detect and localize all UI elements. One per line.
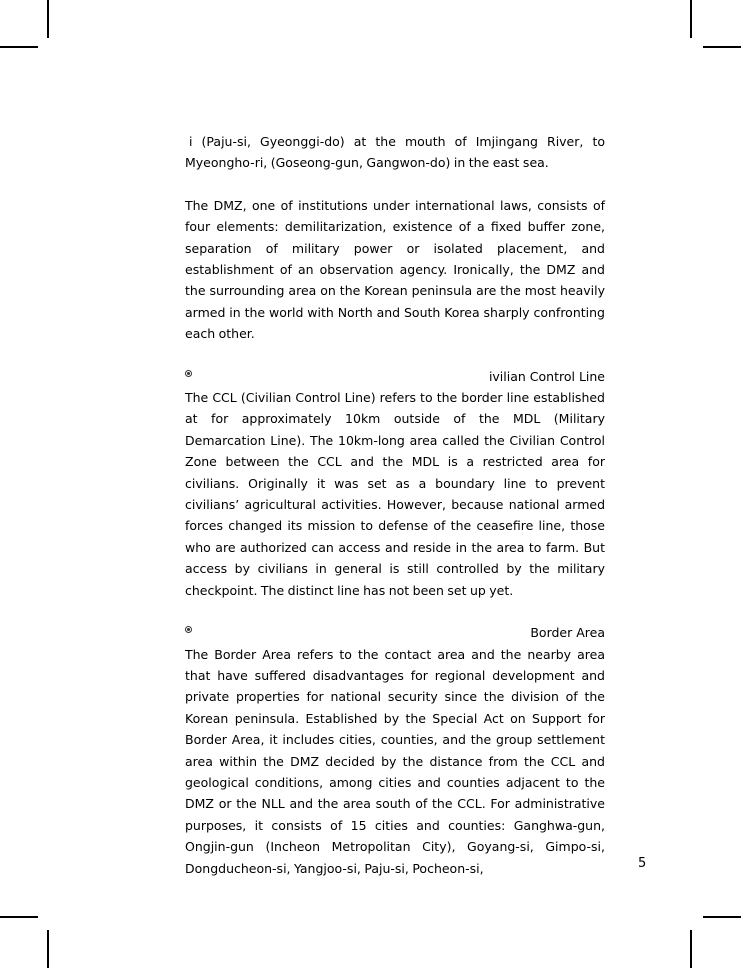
circle-bullet-icon (185, 626, 192, 633)
paragraph-gap (185, 345, 605, 366)
section-heading-border-area (185, 622, 605, 643)
ccl-paragraph: The CCL (Civilian Control Line) refers to the border line established at for approximately 10km outside of the MDL (Military Demarcation Line). The 10km-long area called the Civilian Control Zone between the CCL and the MDL is a restricted area for civilians. Originally it was set as a boundary line to prevent civilians’ agricultural activities. However, because national armed forces changed its mission to defense of the ceasefire line, those who are authorized can access and reside in the area to farm. But access by civilians in general is still controlled by the military checkpoint. The distinct line has not been set up yet. (185, 390, 605, 598)
paragraph-gap (185, 174, 605, 195)
intro-paragraph: i (Paju-si, Gyeonggi-do) at the mouth of Imjingang River, to Myeongho-ri, (Goseong-gun, Gangwon-do) in the east sea. (185, 134, 605, 171)
section-title: Border Area (530, 625, 605, 641)
crop-mark-top-left-horizontal (0, 46, 38, 48)
crop-mark-bottom-left-horizontal (0, 916, 38, 918)
crop-mark-top-right-horizontal (703, 46, 741, 48)
crop-mark-bottom-left-vertical (47, 930, 49, 968)
crop-mark-bottom-right-horizontal (703, 916, 741, 918)
crop-mark-bottom-right-vertical (690, 930, 692, 968)
border-area-paragraph: The Border Area refers to the contact area and the nearby area that have suffered disadvantages for regional development and private properties for national security since the division of the Korean peninsula. Established by the Special Act on Support for Border Area, it includes cities, counties, and the group settlement area within the DMZ decided by the distance from the CCL and geological conditions, among cities and counties adjacent to the DMZ or the NLL and the area south of the CCL. For administrative purposes, it consists of 15 cities and counties: Ganghwa-gun, Ongjin-gun (Incheon Metropolitan City), Goyang-si, Gimpo-si, Dongducheon-si, Yangjoo-si, Paju-si, Pocheon-si, (185, 646, 605, 876)
circle-bullet-icon (185, 370, 192, 377)
crop-mark-top-right-vertical (690, 0, 692, 38)
section-title: ivilian Control Line (488, 368, 605, 384)
section-heading-civilian-control-line (185, 366, 605, 387)
page-number: 5 (638, 856, 647, 871)
page-content (185, 131, 605, 879)
paragraph-gap (185, 601, 605, 622)
crop-mark-top-left-vertical (47, 0, 49, 38)
dmz-paragraph: The DMZ, one of institutions under international laws, consists of four elements: demilitarization, existence of a fixed buffer zone, separation of military power or isolated placement, and establishment of an observation agency. Ironically, the DMZ and the surrounding area on the Korean peninsula are the most heavily armed in the world with North and South Korea sharply confronting each other. (185, 197, 605, 342)
